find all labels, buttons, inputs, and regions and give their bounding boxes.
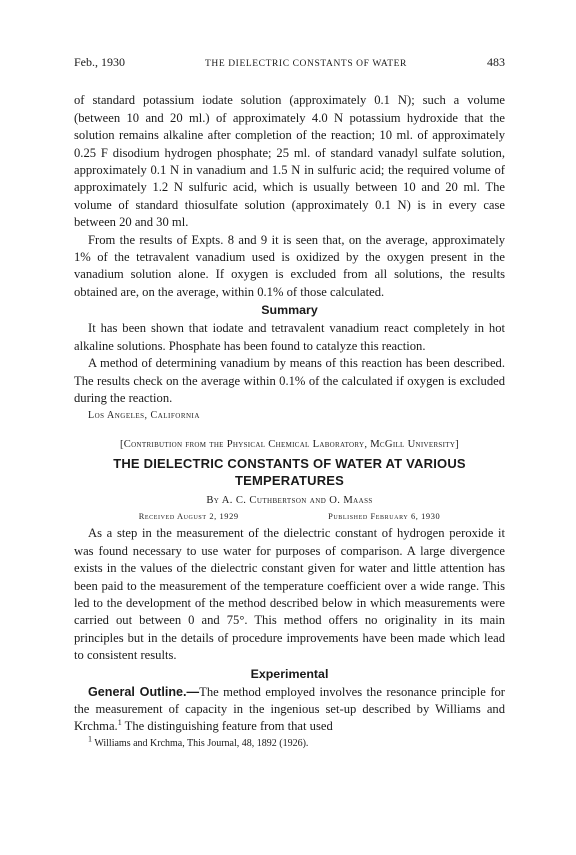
footnote-number: 1 [88,734,92,744]
footnote-reference[interactable]: 1 [117,718,122,728]
laboratory-contribution: [Contribution from the Physical Chemical Laboratory, McGill University] [119,439,460,451]
general-outline-paragraph [74,684,505,736]
summary-heading: Summary [261,303,318,318]
summary-paragraph: A method of determining vanadium by means of this reaction has been described. The results check on the average within 0.1% of the calculated if oxygen is excluded during the reaction. [74,356,505,405]
general-outline-label: General Outline.— [88,684,200,699]
article-byline: By A. C. Cuthbertson and O. Maass [206,495,373,507]
general-outline-text-continued: The distinguishing feature from that used [121,719,333,734]
footnote [88,734,505,751]
body-paragraph: From the results of Expts. 8 and 9 it is seen that, on the average, approximately 1% of the tetravalent vanadium used is oxidized by the oxygen present in the vanadium solution alone. If oxygen is excluded from all solutions, the results obtained are, on the average, within 0.1% of those calculated. [74,232,505,299]
running-head-title: THE DIELECTRIC CONSTANTS OF WATER [204,59,407,69]
published-date: Published February 6, 1930 [328,512,441,522]
article-title: THE DIELECTRIC CONSTANTS OF WATER AT VARIOUS TEMPERATURES [113,456,466,489]
experimental-heading: Experimental [250,666,329,681]
summary-paragraph: It has been shown that iodate and tetravalent vanadium react completely in hot alkaline solutions. Phosphate has been found to catalyze this reaction. [74,321,505,353]
running-head-date: Feb., 1930 [74,55,125,69]
received-date: Received August 2, 1929 [138,512,239,522]
author-address: Los Angeles, California [88,410,200,422]
general-outline-text: The method employed involves the resonance principle for the measurement of capacity in the ingenious set-up described by Williams and Krchma. [74,684,506,734]
footnote-text: Williams and Krchma, This Journal, 48, 1892 (1926). [92,737,309,749]
running-head [74,54,505,73]
page-number: 483 [486,55,505,69]
article-dates [94,510,485,523]
body-paragraph: of standard potassium iodate solution (approximately 0.1 N); such a volume (between 10 and 20 ml.) of approximately 4.0 N potassium hydroxide that the solution remains alkaline after completion of the reaction; 10 ml. of approximately 0.25 F disodium hydrogen phosphate; 25 ml. of standard vanadyl sulfate solution, approximately 0.1 N in vanadium and 1.5 N in sulfuric acid; the required volume of approximately 1.2 N sulfuric acid, which is usually between 10 and 20 ml. The volume of standard thiosulfate solution (approximately 0.1 N) is in every case between 20 and 30 ml. [74,93,505,230]
intro-paragraph: As a step in the measurement of the dielectric constant of hydrogen peroxide it was found necessary to use water for purposes of comparison. A large divergence exists in the values of the dielectric constant given for water and little attention has been paid to the measurement of the temperature coefficient over a wide range. This led to the development of the method described below in which measurements were carried out between 0 and 75°. This method offers no originality in its main principles but in the details of procedure improvements have been made which lead to consistent results. [74,526,505,663]
